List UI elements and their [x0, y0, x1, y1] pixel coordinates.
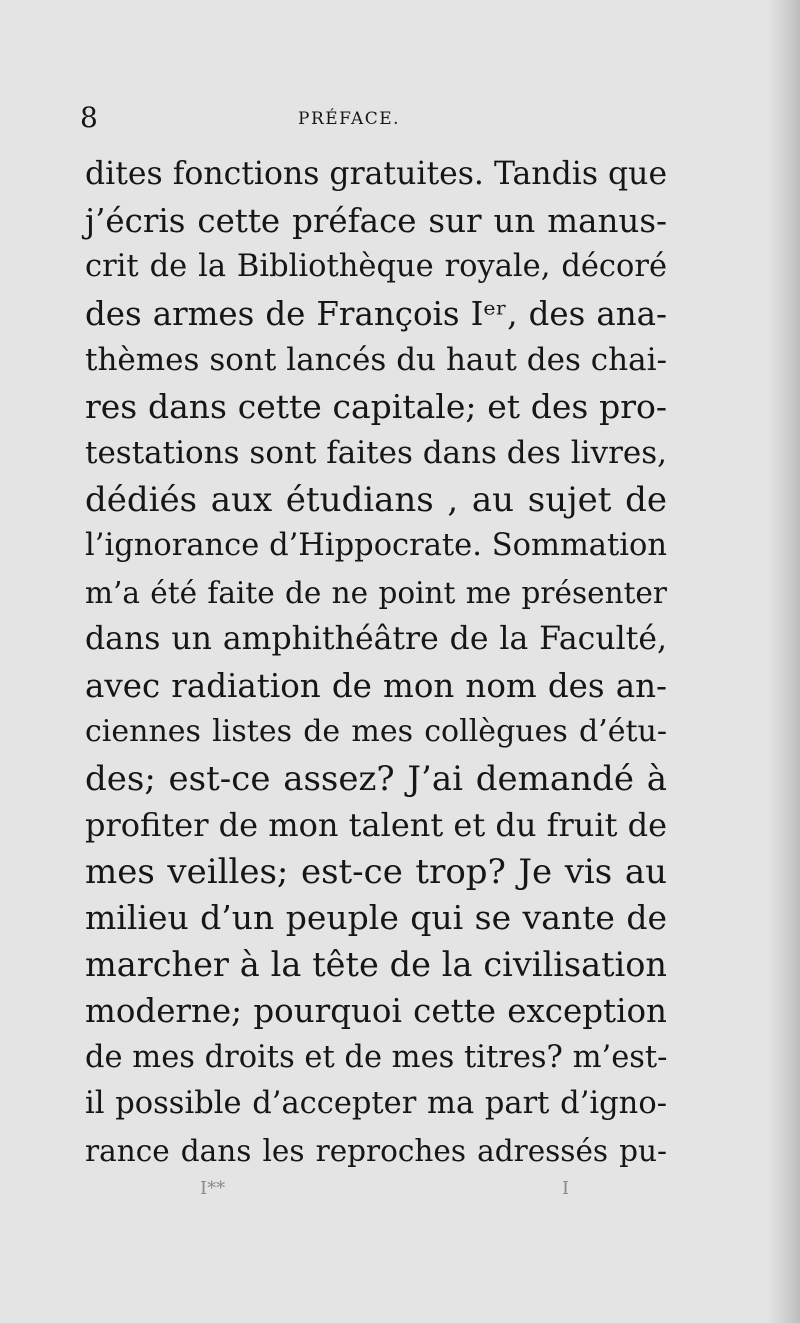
page-header — [80, 100, 680, 136]
text-line: des; est-ce assez? J’ai demandé à — [85, 758, 667, 799]
text-line: thèmes sont lancés du haut des chai- — [85, 342, 667, 378]
text-line: dédiés aux étudians , au sujet de — [85, 479, 667, 520]
text-line: dans un amphithéâtre de la Faculté, — [85, 621, 667, 657]
text-line: il possible d’accepter ma part d’igno- — [85, 1086, 667, 1121]
body-text — [85, 151, 667, 1174]
text-line: avec radiation de mon nom des an- — [85, 666, 667, 705]
text-line: j’écris cette préface sur un manus- — [85, 201, 667, 240]
page-gutter-edge — [766, 0, 800, 1323]
text-line: milieu d’un peuple qui se vante de — [85, 898, 667, 937]
text-line: m’a été faite de ne point me présenter — [85, 575, 667, 610]
text-line: l’ignorance d’Hippocrate. Sommation — [85, 528, 667, 563]
text-line: mes veilles; est-ce trop? Je vis au — [85, 851, 667, 892]
text-line: crit de la Bibliothèque royale, décoré — [85, 249, 667, 284]
text-line: profiter de mon talent et du fruit de — [85, 806, 668, 844]
running-head: PRÉFACE. — [298, 109, 401, 129]
signature-mark — [200, 1178, 600, 1208]
text-line: rance dans les reproches adressés pu- — [85, 1133, 667, 1168]
page-number: 8 — [80, 101, 98, 134]
signature-mark-text: I** — [200, 1178, 226, 1199]
text-line: res dans cette capitale; et des pro- — [85, 386, 667, 426]
text-line: marcher à la tête de la civilisation — [85, 944, 667, 984]
bleed-mark: I — [562, 1178, 570, 1199]
text-line: ciennes listes de mes collègues d’étu- — [85, 714, 667, 749]
text-line: moderne; pourquoi cette exception — [85, 992, 667, 1030]
text-line: de mes droits et de mes titres? m’est- — [85, 1039, 668, 1075]
text-line: testations sont faites dans des livres, — [85, 435, 667, 471]
text-line: des armes de François Iᵉʳ, des ana- — [85, 294, 667, 333]
text-line: dites fonctions gratuites. Tandis que — [85, 156, 668, 192]
